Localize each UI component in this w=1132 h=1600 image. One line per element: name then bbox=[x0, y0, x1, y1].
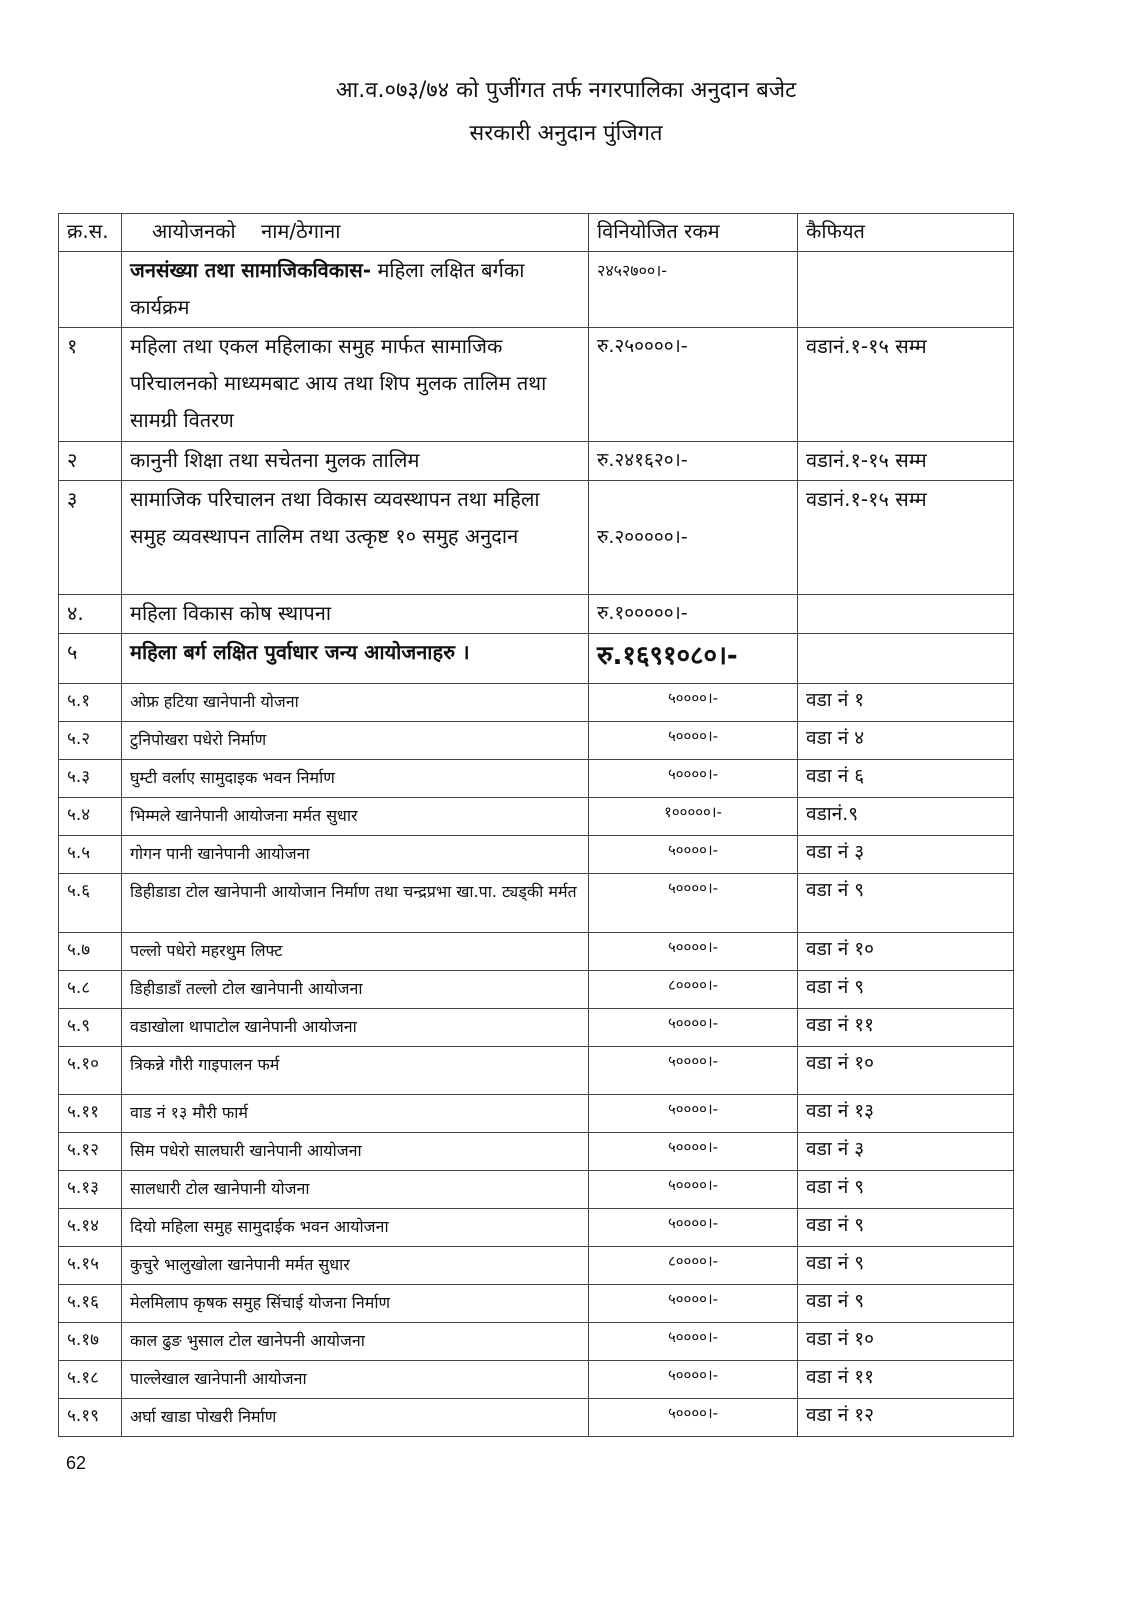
cell-name-rest: महिला लक्षित बर्गका कार्यक्रम bbox=[130, 258, 525, 319]
cell-name: वाड नं १३ मौरी फार्म bbox=[122, 1095, 589, 1133]
cell-amount: रु.२४१६२०।- bbox=[589, 442, 798, 481]
cell-name: महिला विकास कोष स्थापना bbox=[122, 595, 589, 634]
cell-amount: रु.१६९१०८०।- bbox=[589, 634, 798, 684]
cell-name: वडाखोला थापाटोल खानेपानी आयोजना bbox=[122, 1009, 589, 1047]
cell-name: ओफ्र हटिया खानेपानी योजना bbox=[122, 684, 589, 722]
cell-sn: ५ bbox=[59, 634, 122, 684]
cell-sn: ५.३ bbox=[59, 760, 122, 798]
cell-name bbox=[122, 252, 589, 328]
cell-remarks: वडानं.१-१५ सम्म bbox=[798, 481, 1014, 595]
page-number: 62 bbox=[66, 1453, 87, 1473]
table-row bbox=[59, 634, 1014, 684]
cell-amount: ५००००।- bbox=[589, 1285, 798, 1323]
cell-remarks: वडानं.१-१५ सम्म bbox=[798, 442, 1014, 481]
cell-name: काल ढुङ भुसाल टोल खानेपनी आयोजना bbox=[122, 1323, 589, 1361]
cell-remarks: वडा नं ९ bbox=[798, 971, 1014, 1009]
cell-name: भिम्मले खानेपानी आयोजना मर्मत सुधार bbox=[122, 798, 589, 836]
cell-amount: ५००००।- bbox=[589, 760, 798, 798]
table-row bbox=[59, 252, 1014, 328]
table-row bbox=[59, 684, 1014, 722]
cell-remarks: वडा नं १ bbox=[798, 684, 1014, 722]
cell-sn: ५.१० bbox=[59, 1047, 122, 1095]
table-row bbox=[59, 1047, 1014, 1095]
cell-remarks: वडा नं ९ bbox=[798, 1247, 1014, 1285]
cell-remarks: वडानं.१-१५ सम्म bbox=[798, 328, 1014, 442]
cell-amount: ८००००।- bbox=[589, 971, 798, 1009]
cell-sn: ५.७ bbox=[59, 933, 122, 971]
cell-name: कानुनी शिक्षा तथा सचेतना मुलक तालिम bbox=[122, 442, 589, 481]
cell-sn: ५.१ bbox=[59, 684, 122, 722]
cell-amount: २४५२७००।- bbox=[589, 252, 798, 328]
document-subtitle: सरकारी अनुदान पुंजिगत bbox=[469, 121, 663, 146]
table-row bbox=[59, 1209, 1014, 1247]
cell-remarks: वडा नं ११ bbox=[798, 1009, 1014, 1047]
cell-remarks: वडा नं ६ bbox=[798, 760, 1014, 798]
cell-remarks: वडानं.९ bbox=[798, 798, 1014, 836]
cell-sn: ५.१५ bbox=[59, 1247, 122, 1285]
cell-remarks: वडा नं ३ bbox=[798, 836, 1014, 874]
cell-name: महिला बर्ग लक्षित पुर्वाधार जन्य आयोजनाहरु । bbox=[122, 634, 589, 684]
header-sn: क्र.स. bbox=[59, 214, 122, 252]
cell-remarks bbox=[798, 252, 1014, 328]
cell-sn: १ bbox=[59, 328, 122, 442]
table-row bbox=[59, 1361, 1014, 1399]
table-row bbox=[59, 971, 1014, 1009]
cell-sn: ५.१४ bbox=[59, 1209, 122, 1247]
cell-name: पल्लो पधेरो महरथुम लिफ्ट bbox=[122, 933, 589, 971]
cell-remarks: वडा नं १३ bbox=[798, 1095, 1014, 1133]
cell-sn: ५.९ bbox=[59, 1009, 122, 1047]
cell-sn: २ bbox=[59, 442, 122, 481]
table-row bbox=[59, 933, 1014, 971]
cell-sn: ५.१३ bbox=[59, 1171, 122, 1209]
cell-amount: ५००००।- bbox=[589, 722, 798, 760]
cell-name: डिहीडाडाँ तल्लो टोल खानेपानी आयोजना bbox=[122, 971, 589, 1009]
cell-name: कुचुरे भालुखोला खानेपानी मर्मत सुधार bbox=[122, 1247, 589, 1285]
table-header-row bbox=[59, 214, 1014, 252]
table-row bbox=[59, 1323, 1014, 1361]
cell-remarks bbox=[798, 634, 1014, 684]
cell-remarks: वडा नं १० bbox=[798, 1323, 1014, 1361]
cell-sn: ५.१७ bbox=[59, 1323, 122, 1361]
cell-amount: ५००००।- bbox=[589, 933, 798, 971]
cell-amount: ५००००।- bbox=[589, 874, 798, 933]
cell-amount: रु.२५००००।- bbox=[589, 328, 798, 442]
cell-amount: ५००००।- bbox=[589, 1323, 798, 1361]
table-row bbox=[59, 1133, 1014, 1171]
cell-sn: ५.२ bbox=[59, 722, 122, 760]
cell-name: महिला तथा एकल महिलाका समुह मार्फत सामाजिक परिचालनको माध्यमबाट आय तथा शिप मुलक तालिम तथा सामग्री वितरण bbox=[122, 328, 589, 442]
table-row bbox=[59, 1285, 1014, 1323]
cell-amount: रु.२०००००।- bbox=[589, 481, 798, 595]
cell-sn: ५.१८ bbox=[59, 1361, 122, 1399]
cell-name: मेलमिलाप कृषक समुह सिंचाई योजना निर्माण bbox=[122, 1285, 589, 1323]
cell-name: दियो महिला समुह सामुदाईक भवन आयोजना bbox=[122, 1209, 589, 1247]
table-row bbox=[59, 481, 1014, 595]
table-row bbox=[59, 595, 1014, 634]
cell-amount: ५००००।- bbox=[589, 684, 798, 722]
header-amount: विनियोजित रकम bbox=[589, 214, 798, 252]
cell-sn: ३ bbox=[59, 481, 122, 595]
cell-amount: ५००००।- bbox=[589, 1171, 798, 1209]
cell-sn: ५.८ bbox=[59, 971, 122, 1009]
cell-name: त्रिकन्ने गौरी गाइपालन फर्म bbox=[122, 1047, 589, 1095]
subproject-rows bbox=[59, 684, 1014, 1437]
cell-remarks: वडा नं ४ bbox=[798, 722, 1014, 760]
cell-remarks: वडा नं १० bbox=[798, 933, 1014, 971]
cell-amount: ५००००।- bbox=[589, 1209, 798, 1247]
table-row bbox=[59, 442, 1014, 481]
cell-amount: १०००००।- bbox=[589, 798, 798, 836]
cell-sn: ५.६ bbox=[59, 874, 122, 933]
cell-remarks: वडा नं ९ bbox=[798, 874, 1014, 933]
table-row bbox=[59, 1009, 1014, 1047]
cell-remarks: वडा नं ९ bbox=[798, 1285, 1014, 1323]
cell-amount: ५००००।- bbox=[589, 1399, 798, 1437]
cell-remarks: वडा नं १२ bbox=[798, 1399, 1014, 1437]
cell-amount: ५००००।- bbox=[589, 1047, 798, 1095]
document-title: आ.व.०७३/७४ को पुजींगत तर्फ नगरपालिका अनुदान बजेट bbox=[335, 78, 797, 103]
table-row bbox=[59, 760, 1014, 798]
budget-table bbox=[58, 213, 1014, 1437]
cell-sn: ५.१९ bbox=[59, 1399, 122, 1437]
cell-remarks bbox=[798, 595, 1014, 634]
cell-name: सालधारी टोल खानेपानी योजना bbox=[122, 1171, 589, 1209]
header-name: आयोजनको नाम/ठेगाना bbox=[122, 214, 589, 252]
table-row bbox=[59, 1247, 1014, 1285]
cell-sn: ५.४ bbox=[59, 798, 122, 836]
cell-amount: ८००००।- bbox=[589, 1247, 798, 1285]
table-row bbox=[59, 836, 1014, 874]
cell-remarks: वडा नं ९ bbox=[798, 1209, 1014, 1247]
cell-sn: ५.१२ bbox=[59, 1133, 122, 1171]
cell-amount: ५००००।- bbox=[589, 1361, 798, 1399]
cell-sn bbox=[59, 252, 122, 328]
cell-amount: ५००००।- bbox=[589, 1133, 798, 1171]
cell-name: घुम्टी वर्लाए सामुदाइक भवन निर्माण bbox=[122, 760, 589, 798]
cell-name-bold: जनसंख्या तथा सामाजिकविकास- bbox=[130, 258, 372, 282]
table-row bbox=[59, 722, 1014, 760]
header-remarks: कैफियत bbox=[798, 214, 1014, 252]
cell-name: सिम पधेरो सालघारी खानेपानी आयोजना bbox=[122, 1133, 589, 1171]
cell-remarks: वडा नं १० bbox=[798, 1047, 1014, 1095]
table-row bbox=[59, 1171, 1014, 1209]
cell-sn: ५.१६ bbox=[59, 1285, 122, 1323]
cell-amount: ५००००।- bbox=[589, 1009, 798, 1047]
cell-name: टुनिपोखरा पधेरो निर्माण bbox=[122, 722, 589, 760]
cell-amount: रु.१०००००।- bbox=[589, 595, 798, 634]
cell-remarks: वडा नं ९ bbox=[798, 1171, 1014, 1209]
cell-name: सामाजिक परिचालन तथा विकास व्यवस्थापन तथा महिला समुह व्यवस्थापन तालिम तथा उत्कृष्ट १० समुह अनुदान bbox=[122, 481, 589, 595]
table-row bbox=[59, 798, 1014, 836]
cell-sn: ५.५ bbox=[59, 836, 122, 874]
cell-name: पाल्लेखाल खानेपानी आयोजना bbox=[122, 1361, 589, 1399]
cell-remarks: वडा नं ११ bbox=[798, 1361, 1014, 1399]
cell-amount: ५००००।- bbox=[589, 836, 798, 874]
cell-sn: ५.११ bbox=[59, 1095, 122, 1133]
cell-name: अर्घा खाडा पोखरी निर्माण bbox=[122, 1399, 589, 1437]
cell-amount: ५००००।- bbox=[589, 1095, 798, 1133]
table-row bbox=[59, 874, 1014, 933]
table-row bbox=[59, 328, 1014, 442]
cell-sn: ४. bbox=[59, 595, 122, 634]
table-row bbox=[59, 1095, 1014, 1133]
table-row bbox=[59, 1399, 1014, 1437]
cell-name: डिहीडाडा टोल खानेपानी आयोजान निर्माण तथा चन्द्रप्रभा खा.पा. ट्यड्की मर्मत bbox=[122, 874, 589, 933]
cell-remarks: वडा नं ३ bbox=[798, 1133, 1014, 1171]
cell-name: गोगन पानी खानेपानी आयोजना bbox=[122, 836, 589, 874]
